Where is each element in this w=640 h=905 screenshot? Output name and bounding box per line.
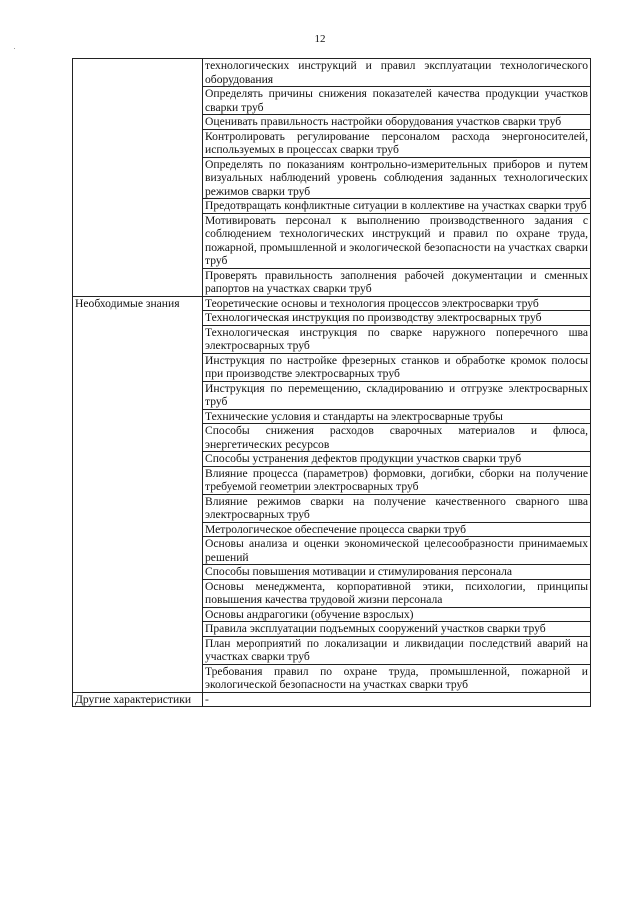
- section-label: [73, 59, 203, 297]
- section-item: [203, 157, 591, 199]
- section-item: [203, 579, 591, 607]
- section-item: [203, 115, 591, 130]
- section-item-text: Технологическая инструкция по сварке наружного поперечного шва электросварных труб: [205, 325, 588, 352]
- section-item: [203, 622, 591, 637]
- section-item: [203, 452, 591, 467]
- qualification-table: [72, 58, 591, 707]
- section-item-text: Теоретические основы и технология процессов электросварки труб: [205, 296, 539, 310]
- section-item-text: Контролировать регулирование персоналом расхода энергоносителей, используемых в процессах сварки труб: [205, 129, 588, 156]
- section-item-text: План мероприятий по локализации и ликвидации последствий аварий на участках сварки труб: [205, 636, 588, 663]
- section-item-text: технологических инструкций и правил эксплуатации технологического оборудования: [205, 59, 588, 86]
- section-item: [203, 325, 591, 353]
- section-item-text: Способы повышения мотивации и стимулирования персонала: [205, 565, 513, 578]
- section-item-text: Требования правил по охране труда, промышленной, пожарной и экологической безопасности на участках сварки труб: [205, 664, 588, 691]
- section-item-text: Основы менеджмента, корпоративной этики, психологии, принципы повышения качества трудовой жизни персонала: [205, 579, 588, 606]
- section-item: [203, 353, 591, 381]
- section-item: [203, 268, 591, 296]
- table-row: [73, 692, 591, 707]
- scan-mark: [14, 48, 15, 49]
- section-item-text: Мотивировать персонал к выполнению производственного задания с соблюдением технологических инструкций и правил по охране труда, пожарной, промышленной и экологической безопасности на участках сварки труб: [205, 213, 588, 267]
- section-item-text: Определять причины снижения показателей качества продукции участков сварки труб: [205, 87, 588, 114]
- section-item: [203, 296, 591, 311]
- section-label: Необходимые знания: [73, 296, 203, 692]
- section-item: [203, 213, 591, 268]
- section-item-text: Влияние режимов сварки на получение качественного сварного шва электросварных труб: [205, 494, 588, 521]
- section-item-text: Определять по показаниям контрольно-измерительных приборов и путем визуальных наблюдений уровень соблюдения заданных технологических режимов сварки труб: [205, 157, 588, 198]
- section-item: [203, 537, 591, 565]
- section-item: [203, 565, 591, 580]
- section-item: [203, 494, 591, 522]
- section-item: [203, 466, 591, 494]
- section-item-text: Основы анализа и оценки экономической целесообразности принимаемых решений: [205, 537, 588, 564]
- page-number: 12: [314, 33, 326, 45]
- section-item-text: -: [205, 692, 209, 706]
- section-item-text: Способы снижения расходов сварочных материалов и флюса, энергетических ресурсов: [205, 424, 588, 451]
- section-item: [203, 636, 591, 664]
- section-item-text: Технические условия и стандарты на электросварные трубы: [205, 409, 503, 423]
- section-item-text: Инструкция по настройке фрезерных станков и обработке кромок полосы при производстве электросварных труб: [205, 353, 588, 380]
- section-item: [203, 607, 591, 622]
- section-item: [203, 522, 591, 537]
- section-item: [203, 664, 591, 692]
- section-item-text: Способы устранения дефектов продукции участков сварки труб: [205, 452, 522, 465]
- section-item: [203, 59, 591, 87]
- section-item-text: Инструкция по перемещению, складированию и отгрузке электросварных труб: [205, 381, 588, 408]
- section-item: [203, 381, 591, 409]
- section-item: [203, 311, 591, 326]
- section-item-text: Правила эксплуатации подъемных сооружений участков сварки труб: [205, 622, 546, 635]
- section-item: [203, 199, 591, 214]
- table-row: [73, 296, 591, 311]
- section-item: [203, 424, 591, 452]
- section-item-text: Оценивать правильность настройки оборудования участков сварки труб: [205, 115, 562, 128]
- section-item-text: Предотвращать конфликтные ситуации в коллективе на участках сварки труб: [205, 199, 587, 212]
- section-item: [203, 692, 591, 707]
- section-item-text: Проверять правильность заполнения рабочей документации и сменных рапортов на участках сварки труб: [205, 268, 588, 295]
- section-item: [203, 409, 591, 424]
- section-item-text: Технологическая инструкция по производству электросварных труб: [205, 311, 542, 324]
- section-item-text: Основы андрагогики (обучение взрослых): [205, 607, 414, 621]
- qualification-table-body: [73, 59, 591, 707]
- section-item: [203, 129, 591, 157]
- section-item: [203, 87, 591, 115]
- table-row: [73, 59, 591, 87]
- section-item-text: Метрологическое обеспечение процесса сварки труб: [205, 522, 467, 536]
- section-label: Другие характеристики: [73, 692, 203, 707]
- section-item-text: Влияние процесса (параметров) формовки, догибки, сборки на получение требуемой геометрии электросварных труб: [205, 466, 588, 493]
